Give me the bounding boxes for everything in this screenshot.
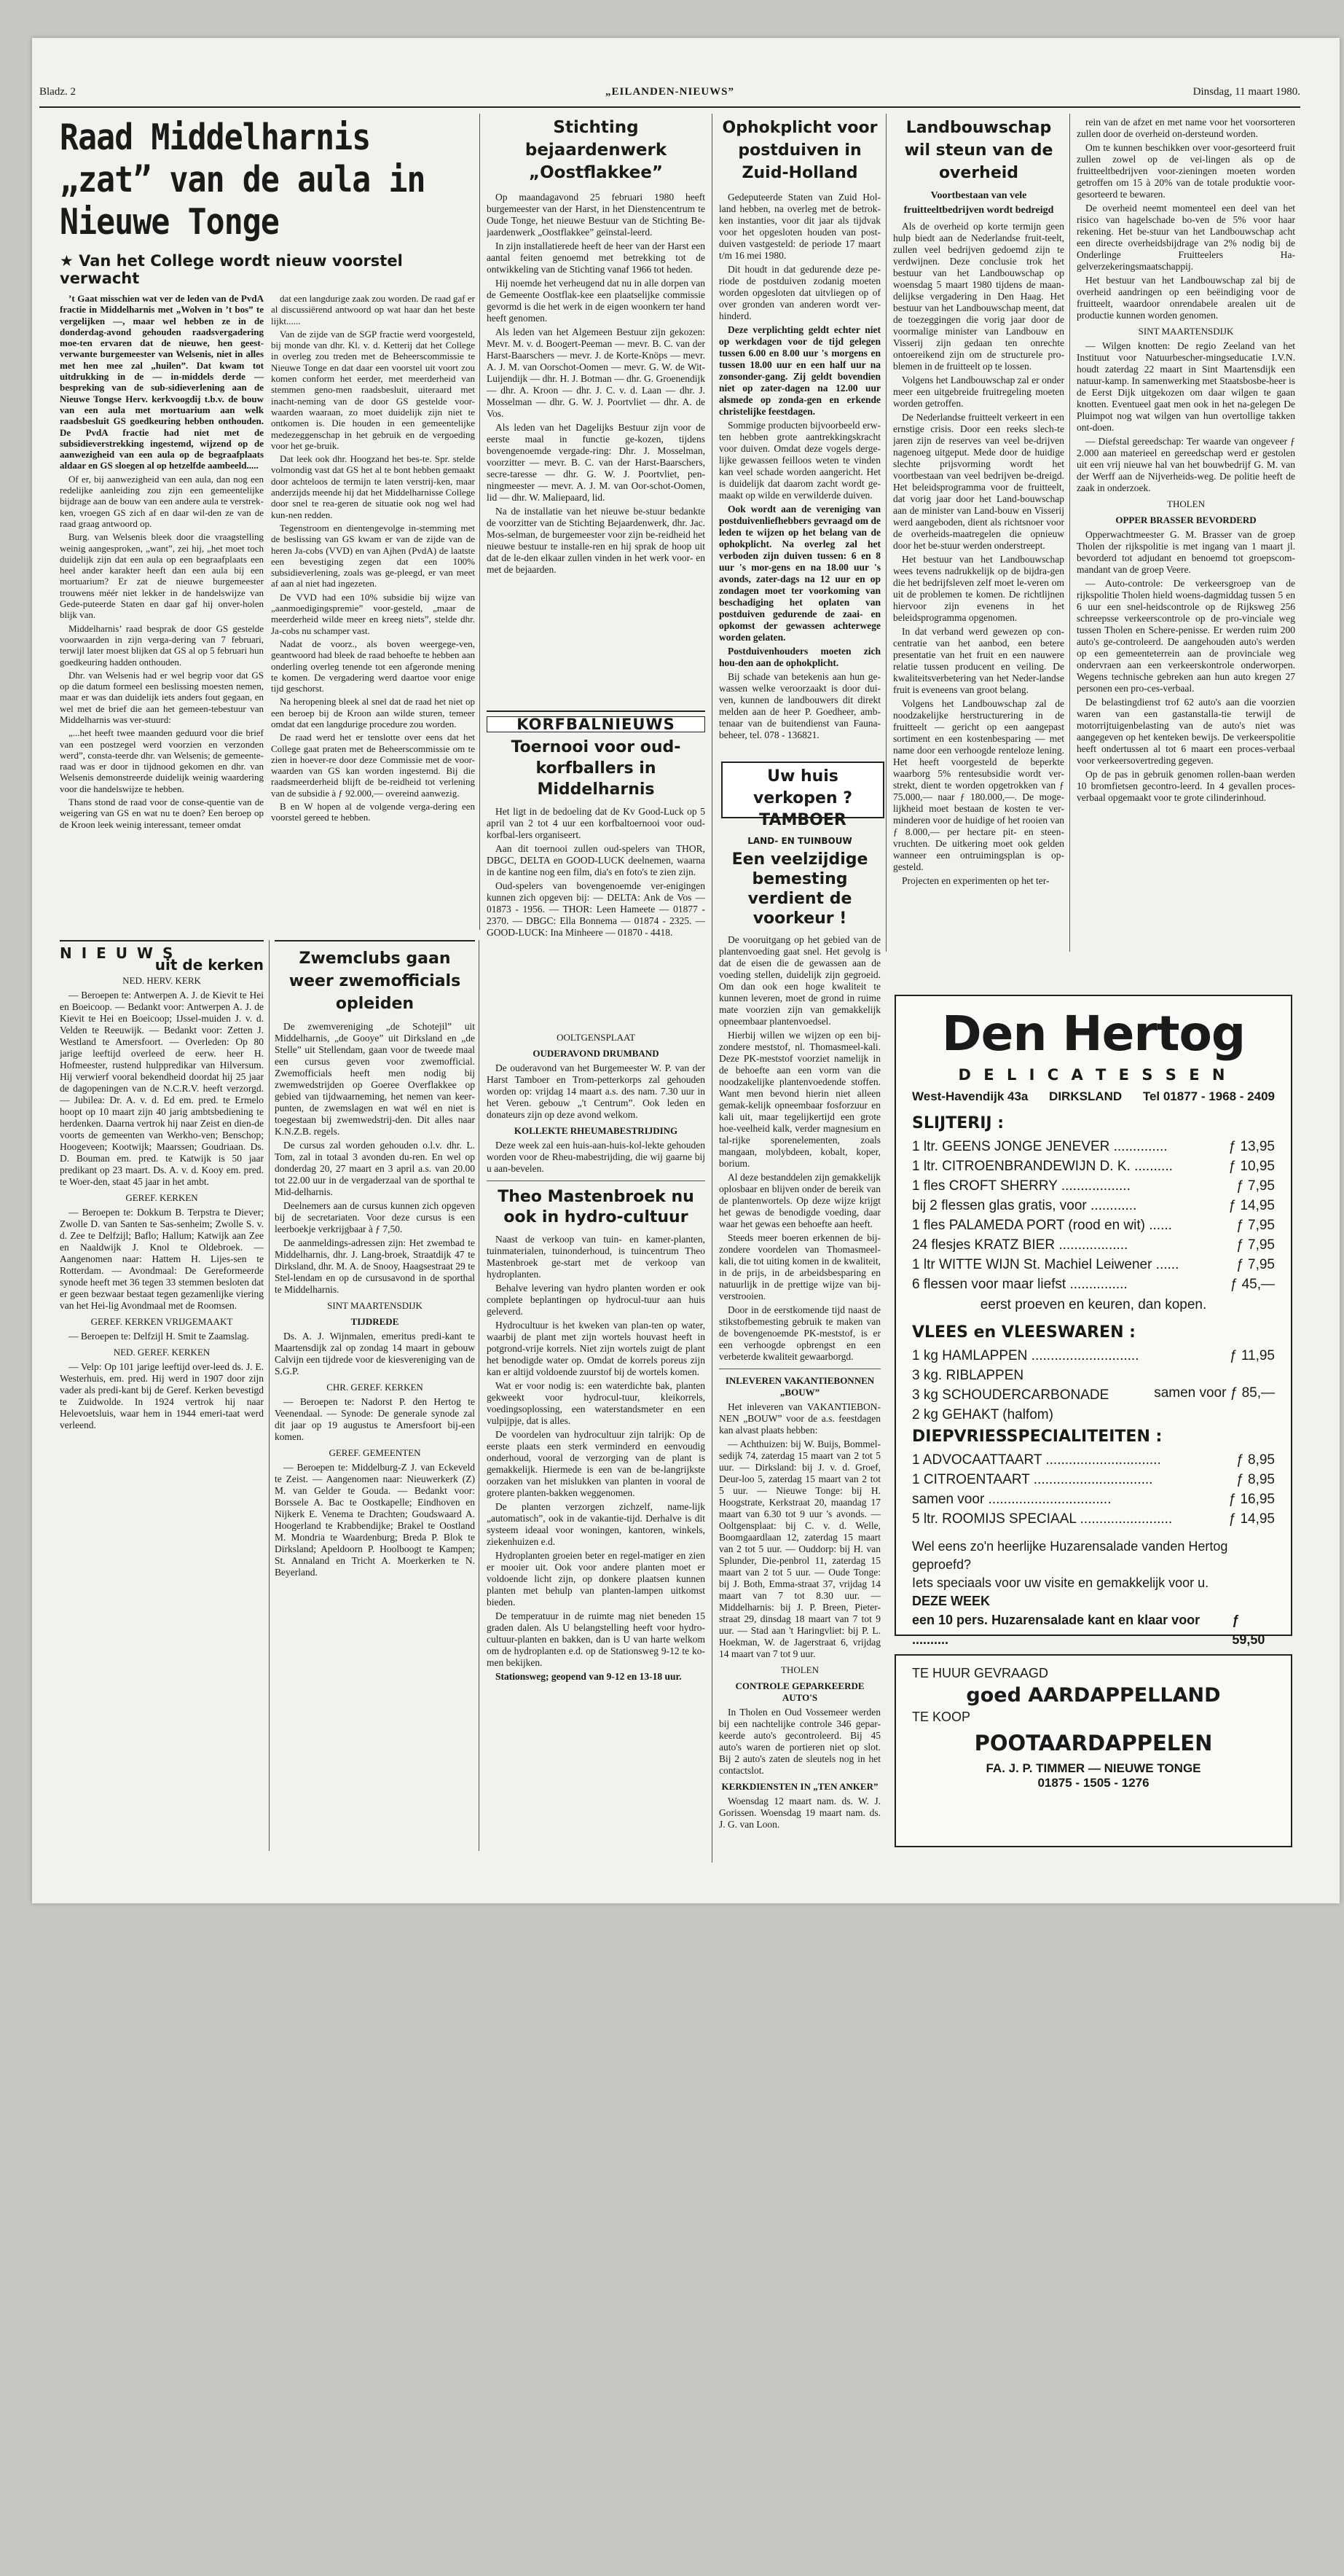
paragraph: In dat verband werd gewezen op con-centratie van het aanbod, een betere presentatie van het fruit en een nauwere relatie tussen producent en veiling. De kwaliteitsverbetering van het Neder-landse fruit is eveneens van groot belang.	[893, 626, 1064, 695]
section-heading: INLEVEREN VAKANTIEBONNEN „BOUW”	[725, 1375, 875, 1398]
paragraph: Op de pas in gebruik genomen rollen-baan werden 10 bromfietsen gecontro-leerd. In 4 gevallen proces-verbaal opgemaakt voor te grote cilinderinhoud.	[1077, 769, 1295, 803]
ad-section-vlees: VLEES en VLEESWAREN :	[912, 1323, 1136, 1342]
zwem-article	[275, 940, 475, 1855]
korfbal-headline: Toernooi voor oud-korfballers in Middelharnis	[511, 738, 681, 799]
zwem-headline: Zwemclubs gaan weer zwemofficials opleiden	[288, 950, 461, 1013]
section-heading: TIJDREDE	[350, 1316, 399, 1327]
paragraph: — Achthuizen: bij W. Buijs, Bommel-sedijk 74, zaterdag 15 maart van 2 tot 5 uur. — Dirksland: bij J. v. d. Groef, Deur-loo 5, zaterdag 15 maart van 2 tot 5 uur. — Nieuwe Tonge: bij H. Hoogstrate, Kerkstraat 20, maandag 17 maart van 6.30 tot 9 uur 's avonds. — Ooltgensplaat: bij C. v. d. Welle, Boomgaardlaan 12, zaterdag 15 maart van 2 tot 5 uur. — Ouddorp: bij H. van Splunder, Die-penbrol 11, zaterdag 15 maart van 2 tot 5 uur. — Oude Tonge: bij J. Both, Emma-straat 37, vrijdag 14 maart van 7 tot 8.30 uur. — Middelharnis: bij J. P. Breen, Pieter-straat 29, dinsdag 18 maart van 7 tot 9 uur. — Stad aan 't Haringvliet: bij P. L. Hoekman, W. de Jagerstraat 6, vrijdag 14 maart van 7 tot 9 uur.	[719, 1438, 881, 1659]
column-rule	[1069, 114, 1070, 952]
paragraph: Ds. A. J. Wijnmalen, emeritus predi-kant te Maartensdijk zal op zondag 14 maart in gebouw Calvijn een tijdrede voor de kiesvereniging van de S.G.P.	[275, 1331, 475, 1377]
item-price: ƒ 45,—	[1230, 1277, 1275, 1292]
price-row	[912, 1450, 1275, 1470]
ad-text: FA. J. P. TIMMER — NIEUWE TONGE	[986, 1761, 1201, 1775]
paragraph: De Nederlandse fruitteelt verkeert in een ernstige crisis. Door een reeks slech-te jaren zijn de reserves van veel be-drijven nagenoeg uitgeput. Mede door de huidige slechte prijsvorming wordt het voortbestaan van veel bedrijven be-dreigd. Het beleidsprogramma voor de fruitteelt, dat vorig jaar door het Land-bouwschap aan de minister van Land-bouw en Visserij werd aangeboden, dient als richtsnoer voor de overheids-maatregelen die opnieuw door het be-stuur werden onderstreept.	[893, 412, 1064, 551]
paragraph: — Beroepen te: Nadorst P. den Hertog te Veenendaal. — Synode: De generale synode zal dit jaar op 19 augustus te Amersfoort bij-een komen.	[275, 1396, 475, 1442]
paragraph: In zijn installatierede heeft de heer van der Harst een aantal feiten genoemd met betrekking tot de ontwikkeling van de Stichting vanaf 1966 tot heden.	[487, 240, 705, 275]
stichting-headline: Stichting bejaardenwerk „Oostflakkee”	[524, 118, 667, 182]
paragraph: — Wilgen knotten: De regio Zeeland van het Instituut voor Natuurbescher-mingseducatie I.V.N. houdt zaterdag 22 maart in Sint Maartensdijk een natuur-kamp. In samenwerking met Staatsbosbe-heer is de Eerst Dijk uitgekozen om daar wilgen te gaan knotten. Eventueel gaat men ook in het na-gelegen De Pluimpot nog wat wilgen van hun overtollige takken ont-doen.	[1077, 340, 1295, 433]
timmer-ad	[895, 1654, 1292, 1847]
paragraph: Deze week zal een huis-aan-huis-kol-lekte gehouden worden voor de Rheu-mabestrijding, die wij gaarne bij u aan-bevelen.	[487, 1140, 705, 1174]
price-row	[912, 1255, 1275, 1275]
item-price: ƒ 16,95	[1228, 1492, 1275, 1507]
item-name: 5 ltr. ROOMIJS SPECIAAL ........................	[912, 1511, 1173, 1527]
paragraph: Door in de eerstkomende tijd naast de stikstofbemesting gebruik te maken van de bovengenoemde PK-meststof, is er een verhoogde opbrengst en een verbeterde kwaliteit gewaarborgd.	[719, 1304, 881, 1362]
paragraph: Woensdag 12 maart nam. ds. W. J. Gorissen. Woensdag 19 maart nam. ds. J. G. van Loon.	[719, 1796, 881, 1830]
item-name: 1 fles PALAMEDA PORT (rood en wit) ......	[912, 1218, 1172, 1233]
issue-date: Dinsdag, 11 maart 1980.	[1192, 86, 1300, 98]
paragraph: rein van de afzet en met name voor het voorsorteren zullen door de overheid on-dersteund worden.	[1077, 117, 1295, 139]
price-row	[912, 1470, 1275, 1489]
paragraph: De aanmeldings-adressen zijn: Het zwembad te Middelharnis, dhr. J. Lang-broek, Straatdijk 47 te Dirksland, dhr. M. A. de Snooy, Haagsestraat 29 te Stel-lendam en op de cursusavond in de sporthal te Middelharnis.	[275, 1237, 475, 1295]
lead-paragraph: Of er, bij aanwezigheid van een aula, dan nog een redelijke aanleiding zou zijn een gemeentelijke bijdrage aan de bouw van een andere aula te verstrek-ken, vroegen GS zich af en daar wil-den ze van de raad graag antwoord op.	[60, 473, 264, 529]
item-name: 6 flessen voor maar liefst ...............	[912, 1277, 1128, 1292]
combo-item: 3 kg SCHOUDERCARBONADE	[912, 1387, 1109, 1403]
paragraph: — Velp: Op 101 jarige leeftijd over-leed ds. J. E. Westerhuis, em. pred. Hij werd in 1907 door zijn vader als predi-kant bij de Geref. Kerken bevestigd te Zuidwolde. In 1924 vertrok hij naar Helevoetsluis, waar hem in 1944 emeri-taat werd verleend.	[60, 1361, 264, 1430]
lead-paragraph: Tegenstroom en dientengevolge in-stemming met de beslissing van GS kwam er van de zijde van de heren Ja-cobs (VVD) en van Ajhen (PvdA) de laatste een bevestiging zegen dat een 100% subsidieverlening, zoals was ge-pleegd, er van meet af aan al niet had ingezeten.	[271, 522, 475, 590]
section-heading: CHR. GEREF. KERKEN	[326, 1382, 423, 1393]
paragraph: Projecten en experimenten op het ter-	[902, 875, 1050, 886]
paragraph: Hydroplanten groeien beter en regel-matiger en zien er mooier uit. Ook voor andere planten moet er voldoende licht zijn, op donkere plaatsen kunnen planten met behulp van planten-lampen uitkomst bieden.	[487, 1550, 705, 1608]
slijterij-list	[912, 1137, 1275, 1294]
item-price: ƒ 8,95	[1236, 1472, 1275, 1487]
ad-deal	[912, 1610, 1275, 1650]
lead-paragraph: De VVD had een 10% subsidie bij wijze van „aanmoedigingspremie” voor-gesteld, „maar de meerderheid wilde meer en kreeg niets”, stelde dhr. Ja-cobs nu schamper vast.	[271, 591, 475, 636]
ad-question: Wel eens zo'n heerlijke Huzarensalade vanden Hertog geproefd?	[912, 1539, 1228, 1572]
item-name: 1 kg HAMLAPPEN ............................	[912, 1348, 1139, 1363]
lead-paragraph: Dhr. van Welsenis had er wel begrip voor dat GS op die datum formeel een beslissing moesten nemen, maar er was dan duidelijk iets anders fout gegaan, en wel met de brief die aan het gemeen-tebestuur van Middelharnis was ver-stuurd:	[60, 669, 264, 725]
header-rule	[39, 106, 1300, 108]
section-heading: NED. GEREF. KERKEN	[113, 1347, 211, 1358]
section-heading: OUDERAVOND DRUMBAND	[533, 1048, 659, 1059]
ad-address: West-Havendijk 43a	[912, 1089, 1029, 1103]
tuinbouw-kicker: LAND- EN TUINBOUW	[747, 836, 852, 846]
paragraph: Naast de verkoop van tuin- en kamer-planten, tuinmaterialen, tuinonderhoud, is tuincentrum Theo Mastenbroek ge-start met de verkoop van hydroplanten.	[487, 1234, 705, 1280]
paragraph: Na de installatie van het nieuwe be-stuur bedankte de voorzitter van de Stichting Bejaardenwerk, dhr. Jac. Mos-selman, de burgemeester voor zijn be-reidheid het nieuwe bestuur te installe-ren en hij sprak de hoop uit dat de le-den elkaar zullen vinden in het werk voor- en met de bejaarden.	[487, 506, 705, 575]
price-row	[912, 1346, 1275, 1366]
paragraph: De voordelen van hydrocultuur zijn talrijk: Op de eerste plaats een sterk verminderd en eenvoudig onderhoud, vooral de verzorging van de plant is gemakkelijk. Hiermede is een van de be-langrijkste oorzaken van het mislukken van planten in vooral de grotere planten-bakken weggenomen.	[487, 1429, 705, 1498]
hydro-headline: Theo Mastenbroek nu ook in hydro-cultuur	[498, 1188, 694, 1226]
paragraph: Als leden van het Algemeen Bestuur zijn gekozen: Mevr. M. v. d. Boogert-Peeman — mevr. B. C. van der Harst-Baarschers — mevr. J. de Korte-Knöps — mevr. A. J. M. van Oorschot-Oomen — mevr. G. W. de Wit-Luijendijk — dhr. H. J. Botman — dhr. G. Groenendijk — dhr. A. Kroon — dhr. J. C. v. d. Laan — dhr. J. Mosselman — dhr. G. W. J. Poortvliet — dhr. A. de Vos.	[487, 326, 705, 419]
ad-section-slijterij: SLIJTERIJ :	[912, 1114, 1005, 1132]
ad-text: DEZE WEEK	[912, 1594, 991, 1608]
paragraph: De temperatuur in de ruimte mag niet beneden 15 graden dalen. Als U belangstelling heeft voor hydro-cultuur-planten en bakken, dan is U van harte welkom om de hydroplanten e.d. op de Stationsweg 9-12 te ko-men bekijken.	[487, 1610, 705, 1668]
ad-deal-text: een 10 pers. Huzarensalade kant en klaar voor ..........	[912, 1613, 1200, 1647]
den-hertog-ad	[895, 995, 1292, 1647]
ad-section-diepvries: DIEPVRIESSPECIALITEITEN :	[912, 1428, 1163, 1446]
item-price: ƒ 7,95	[1236, 1178, 1275, 1194]
price-row	[912, 1509, 1275, 1529]
lead-deck: ★ Van het College wordt nieuw voorstel verwacht	[60, 252, 403, 287]
lead-paragraph: „...het heeft twee maanden geduurd voor die brief van een postzegel werd voorzien en verzonden werd”, consta-teerde dhr. van Welsenis; de gemeente-raad was er door in tijdnood gekomen en dhr. van Welsenis demonstreerde duidelijk weinig waardering voor die handelswijze te hebben.	[60, 727, 264, 794]
price-row	[912, 1235, 1275, 1255]
section-heading: OPPER BRASSER BEVORDERD	[1115, 514, 1257, 525]
column-rule	[479, 114, 480, 930]
item-price: ƒ 14,95	[1228, 1511, 1275, 1527]
ad-text: Iets speciaals voor uw visite en gemakkelijk voor u.	[912, 1575, 1209, 1590]
ad-phone: Tel 01877 - 1968 - 2409	[1142, 1089, 1275, 1103]
item-name: 1 ADVOCAATTAART ..............................	[912, 1452, 1161, 1468]
vlees-list	[912, 1346, 1275, 1366]
item-price: ƒ 10,95	[1228, 1159, 1275, 1174]
lead-paragraph: Burg. van Welsenis bleek door die vraagstelling weinig aangesproken, „want”, zei hij, „het moet toch duidelijk zijn dat een aula op een begraafplaats een heel ander karakter heeft dan een aula bij een mortuarium? Er zat de nieuwe burgemeester trouwens méér niet lekker in de handelswijze van Gede-puteerde Staten en daar gaf hij onver-holen blijk van.	[60, 531, 264, 621]
item-name: 1 ltr WITTE WIJN St. Machiel Leiwener ......	[912, 1257, 1179, 1272]
item-price: ƒ 7,95	[1236, 1218, 1275, 1233]
price-row	[912, 1137, 1275, 1156]
page-number: Bladz. 2	[39, 86, 76, 98]
ad-brand: Den Hertog	[941, 1006, 1246, 1062]
paragraph: Op maandagavond 25 februari 1980 heeft burgemeester van der Harst, in het Dienstencentrum te Oude Tonge, het nieuwe Bestuur van de Stichting Be-jaardenwerk „Oostflakkee” geïnstal-leerd.	[487, 192, 705, 238]
price-row	[912, 1196, 1275, 1215]
section-heading: CONTROLE GEPARKEERDE AUTO'S	[735, 1680, 865, 1703]
kerken-article	[60, 940, 264, 1855]
lead-paragraph: Na heropening bleek al snel dat de raad het niet op een beroep bij de Kroon aan wilde sturen, temeer omdat dat een langdurige procedure zou worden.	[271, 696, 475, 729]
item-price: ƒ 13,95	[1228, 1139, 1275, 1154]
ad-subtitle: D E L I C A T E S S E N	[958, 1066, 1229, 1084]
price-row	[912, 1489, 1275, 1509]
paragraph: Wat er voor nodig is: een waterdichte bak, planten gekweekt voor hydrocul-tuur, kleikorrels, voedingsoplossing, een waterstandsmeter en een vulpijpje, dat is alles.	[487, 1380, 705, 1426]
paragraph: Hydrocultuur is het kweken van plan-ten op water, waarbij de plant met zijn wortels houvast heeft in potgrond-vrije korrels. Niet zijn wortels zuigt de plant het benodigde water op. Omdat de korrels poreus zijn kan er altijd voldoende zuurstof bij de wortels komen.	[487, 1320, 705, 1377]
paragraph: De belastingdienst trof 62 auto's aan die voorzien waren van een gastanstalla-tie terwijl de motorrijtuigenbelasting van de auto's niet was aangegeven op het kenteken bewijs. De verkeerspolitie heeft ondertussen al tot 6 maart een proces-verbaal voor verkeersovertreding gegeven.	[1077, 697, 1295, 766]
paragraph: Als de overheid op korte termijn geen hulp biedt aan de Nederlandse fruit-teelt, zullen veel bedrijven gedoemd zijn te verdwijnen. Deze conclusie trok het bestuur van het Landbouwschap op woensdag 5 maart 1980 tijdens de maan-delijkse vergadering in Den Haag. Het bestuur van het Landbouwschap meent, dat de toezeggingen die vorig jaar door de voormalige minister van Landbouw en Visserij zijn gedaan ten onrechte ontoereikend zijn om de structurele pro-blemen in de fruitteelt op te lossen.	[893, 221, 1064, 372]
price-row	[912, 1215, 1275, 1235]
paragraph: Oud-spelers van bovengenoemde ver-enigingen kunnen zich opgeven bij: — DELTA: Ank de Vos — 01873 - 1956. — THOR: Leen Hameete — 01877 - 2370. — DBGC: Ella Bonnema — 01874 - 2325. — GOOD-LUCK: Ina Minheere — 01870 - 4418.	[487, 880, 705, 938]
paragraph: De planten verzorgen zichzelf, name-lijk „automatisch”, ook in de vakantie-tijd. Derhalve is dit systeem ideaal voor woningen, kantoren, winkels, ziekenhuizen e.d.	[487, 1501, 705, 1547]
masthead: „EILANDEN-NIEUWS”	[605, 86, 735, 98]
hydro-column	[487, 1027, 705, 1847]
paragraph: — Auto-controle: De verkeersgroep van de rijkspolitie Tholen hield woens-dagmiddag tussen 5 en 6 uur een snel-heidscontrole op de Rijksweg 256 schreepsse verkeerscontrole op de pro-vinciale weg tussen Tholen en Schere-penisse. Er werden ruim 200 auto's ge-controleerd. De aangehouden auto's werden op een gemeenteterrein aan de provinciale weg ondervraen aan een verkeerskontrole onderworpen. Wegens technische gebreken aan hun auto kregen 27 personen een pro-ces-verbaal.	[1077, 578, 1295, 694]
section-heading: THOLEN	[781, 1664, 819, 1675]
tuinbouw-article	[719, 831, 881, 2576]
item-name: 1 CITROENTAART ...............................	[912, 1472, 1153, 1487]
paragraph: De zwemvereniging „de Schotejil” uit Middelharnis, „de Gooye” uit Dirksland en „de Stelle” uit Stellendam, gaan voor de tweede maal een cursus geven voor zwemofficial. Zwemofficials heeft men nodig bij zwemwedstrijden op Goeree Overflakkee op gebied van tijdwaarneming, het nemen van keer-punten, de zwemslagen en wat wél en niet is toegestaan bij zwemwedstrij-den. Dit alles naar K.N.Z.B. regels.	[275, 1021, 475, 1137]
price-row	[912, 1275, 1275, 1294]
item-price: ƒ 7,95	[1236, 1257, 1275, 1272]
korfbal-banner: KORFBALNIEUWS	[487, 716, 705, 732]
section-heading: OOLTGENSPLAAT	[557, 1032, 635, 1043]
lead-headline: Raad Middelharnis „zat” van de aula in Nieuwe Tonge	[60, 117, 425, 243]
diepvries-list	[912, 1450, 1275, 1529]
lead-paragraph: De raad werd het er tenslotte over eens dat het College gaat praten met de Beheerscommissie om te zien in hoever-re door deze Commissie met de voor-waarden van GS kan worden ingestemd. Bij die raadsmeerderheid blijft de be-reidheid tot verlening van de subsidie à ƒ 92.000,— overeind aanwezig.	[271, 732, 475, 799]
paragraph: De ouderavond van het Burgemeester W. P. van der Harst Tamboer en Trom-petterkorps zal gehouden worden op: vrijdag 14 maart a.s. des nam. 7.30 uur in het Veren. gebouw „'t Centrum”. Ook leden en donateurs zijn op deze avond welkom.	[487, 1062, 705, 1120]
paragraph: Het bestuur van het Landbouwschap zal bij de overheid aandringen op een beëindiging voor de fruitteelt, waardoor onrendabele arealen uit de productie kunnen worden genomen.	[1077, 275, 1295, 321]
lead-paragraph: Middelharnis’ raad besprak de door GS gestelde voorwaarden in zijn verga-dering van 7 februari, terwijl later moest blijken dat GS al op 5 februari hun goedkeuring hadden onthouden.	[60, 622, 264, 668]
paragraph: Bij schade van betekenis aan hun ge-wassen welke veroorzaakt is door dui-ven, kunnen de landbouwers dit direkt melden aan de heer P. Goedheer, amb-tenaar van de buitendienst van Fauna-beheer, tel. 078 - 136821.	[719, 671, 881, 740]
paragraph: Stationsweg; geopend van 9-12 en 13-18 uur.	[495, 1671, 682, 1682]
paragraph: Dit houdt in dat gedurende deze pe-riode de postduiven zodanig moeten worden opgesloten dat uitvliegen op of over gronden van anderen wordt ver-hinderd.	[719, 264, 881, 321]
paragraph: — Beroepen te: Middelburg-Z J. van Eckeveld te Zeist. — Aangenomen naar: Nieuwerkerk (Z) M. van Gelder te Gouda. — Bedankt voor: Borssele A. Bac te Oostkapelle; Eindhoven en Nijkerk E. Venema te Drachten; Goudswaard A. Hoogerland te Krabbendijke; Brakel te Oostland M. Mondria te Waardenburg; Breda P. Blok te Dirksland; Apeldoorn P. Hoolboogt te Kampen; St. Annaland en Tricht A. Moerkerken te N. Beyerland.	[275, 1462, 475, 1578]
paragraph: De vooruitgang op het gebied van de plantenvoeding gaat snel. Het gevolg is dat de eisen die de gewassen aan de voeding stellen, duidelijk zijn gegroeid. Om dan ook een hoge kwaliteit te kunnen leveren, moet de grond in ruime mate voorzien zijn van gemakkelijk opneembaar plantenvoedsel.	[719, 934, 881, 1027]
kerken-title: N I E U W S	[60, 944, 176, 962]
paragraph: Als leden van het Dagelijks Bestuur zijn voor de eerste maal in functie ge-kozen, tijdens bovengenoemde vergade-ring: Dhr. J. Mosselman, voorzitter — mevr. B. C. van der Harst-Baarschers, secre-taresse — dhr. G. W. J. Poortvliet, pen-ningmeester — mevr. A. J. M. van Oor-schot-Oomen, lid — dhr. W. Maliepaard, lid.	[487, 422, 705, 503]
kerken-title: uit de kerken	[154, 956, 264, 974]
paragraph: Sommige producten bijvoorbeeld erw-ten hebben grote aantrekkingskracht voor duiven. Omdat deze vogels derge-lijke gewassen feilloos weten te vinden kan veel schade worden aangericht. Het is duidelijk dat daarom zacht wordt ge-maakt op wilde en verwilderde duiven.	[719, 420, 881, 501]
ad-tagline: eerst proeven en keuren, dan kopen.	[980, 1297, 1207, 1312]
section-heading: GEREF. GEMEENTEN	[329, 1447, 421, 1458]
lead-paragraph: Van de zijde van de SGP fractie werd voorgesteld, bij monde van dhr. Kl. v. d. Ketterij dat het College in overleg zou treden met de Beheerscommissie te Nieuwe Tonge en dat daar een voorstel uit voort zou komen conform het eerder, met meerderheid van stemmen geno-men raadsbesluit, uiteraard met inacht-neming van de door GS gestelde voor-waarden waaraan, zo moet duidelijk zijn niet te ontkomen is. Die houden in een gemeentelijke medezeggenschap in het gebruik en de vergoeding voor het ge-bruik.	[271, 328, 475, 451]
landbouwschap-article	[893, 117, 1064, 962]
page-header	[39, 80, 1300, 106]
price-row	[912, 1176, 1275, 1196]
section-heading: KOLLEKTE RHEUMABESTRIJDING	[514, 1125, 678, 1136]
paragraph: Al deze bestanddelen zijn gemakkelijk oplosbaar en blijven onder de bereik van de plantenwortels. Op deze wijze krijgt het gewas de benodigde voeding, daar waar het gewas een behoefte aan heeft.	[719, 1172, 881, 1229]
lead-article	[60, 117, 475, 925]
lead-intro: ’t Gaat misschien wat ver de leden van de PvdA fractie in Middelharnis met „Wolven in ’t bos” te vergelijken —, maar wel hebben ze in de donderdag-avond gehouden raadsvergadering moe-ten ervaren dat de nieuwe, hen geest-verwante burgemeester van Welsenis, niet in alles met hen mee zal „huilen”. Dat kwam tot uitdrukking in de — in-middels derde — bespreking van de sub-sidieverlening aan de Nieuwe Tongse Herv. kerkvoogdij t.b.v. de bouw van een aula met mortuarium aan welk raadsbesluit GS goedkeuring hebben onthouden. De PvdA fractie had niet met de subsidieverstrekking ingestemd, wijzend op de aanwezigheid van een aula op de begraafplaats aldaar en GS sloegen al op hetzelfde aambeeld.....	[60, 293, 264, 471]
paragraph: Opperwachtmeester G. M. Brasser van de groep Tholen der rijkspolitie is met ingang van 1 maart jl. bevorderd tot adjudant en benoemd tot groepscom-mandant van de groep Veere.	[1077, 529, 1295, 575]
item-name: 1 fles CROFT SHERRY ..................	[912, 1178, 1131, 1194]
lead-paragraph: Nadat de voorz., als boven weergege-ven, geantwoord had bleek de raad behoefte te hebben aan onderling overleg tenende tot een afgeronde mening te komen. De vergadering werd daartoe voor enige tijd geschorst.	[271, 638, 475, 694]
section-heading: KERKDIENSTEN IN „TEN ANKER”	[721, 1781, 879, 1792]
paragraph: — Beroepen te: Antwerpen A. J. de Kievit te Hei en Boeicoop. — Bedankt voor: Antwerpen A. J. de Kievit te Hei en Boeicoop; IJssel-muiden J. v. d. Velden te Reeuwijk. — Bedankt voor: Zetten J. Westland te Amersfoort. — Overleden: Op 80 jarige leeftijd overleed de eerw. heer H. Hofmeester, rustend hulppredikar van Hilversum. Hij verwierf vooral bekendheid doordat hij 25 jaar de dagopeningen van de N.C.R.V. heeft verzorgd. — Jubilea: Dr. A. v. d. Ed em. pred. te Ermelo hoopt op 10 maart zijn 40 jarig ambtsbediening te herdenken. Daarna vertrok hij naar Zeist en dien-de voorts de gemeenten van Werkho-ven; Benschop; Hoogeveen; Kootwijk; Maarssen; Goudriaan. Ds. D. Bouman em. pred. te Katwijk is 50 jaar predikant op 23 maart. Ds. A. v. d. Kooy em. pred. te Woer-den, staat 45 jaar in het ambt.	[60, 990, 264, 1187]
paragraph: De cursus zal worden gehouden o.l.v. dhr. L. Tom, zal in totaal 3 avonden du-ren. En wel op donderdag 20, 27 maart en 3 april a.s. van 20.00 tot 22.00 uur in de vergaderzaal van de sporthal te Mid-delharnis.	[275, 1140, 475, 1197]
landbouwschap-subhead: Voortbestaan van vele fruitteeltbedrijven wordt bedreigd	[903, 190, 1054, 216]
paragraph: Behalve levering van hydro planten worden er ook complete beplantingen op hydrocul-tuur aan huis geleverd.	[487, 1283, 705, 1317]
paragraph: Volgens het Landbouwschap zal de noodzakelijke herstructurering in de fruitteelt — gericht op een aangepast sortiment en een kostenbesparing — met name door een verhoogde renteloze lening. Het heeft voorgesteld de beperkte waarborg 5% rentesubsidie wordt ver-strekt, dient te worden opgetrokken van ƒ 75.000,— naar ƒ 180.000,—. De moge-lijkheid moet bestaan de kosten te ver-minderen voor de huidige of het rooien van ƒ 8.000,— per hectare pit- en steen-vruchten. De uitkering moet ook gelden wanneer een ontruimingsplan is op-gesteld.	[893, 698, 1064, 872]
landbouwschap-headline: Landbouwschap wil steun van de overheid	[904, 119, 1053, 182]
column-rule	[269, 940, 270, 1851]
paragraph: — Diefstal gereedschap: Ter waarde van ongeveer ƒ 2.000 aan materieel en gereedschap werd er gestolen uit een vrij nieuwe hal van het bouwbedrijf G. M. van der Werff aan de Nijverheids-weg. De politie heeft de zaak in onderzoek.	[1077, 436, 1295, 493]
ad-text: TE KOOP	[912, 1710, 971, 1724]
column-five	[1077, 117, 1295, 940]
paragraph: Hierbij willen we wijzen op een bij-zondere meststof, nl. Thomasmeel-kali. Deze PK-meststof voorziet namelijk in de behoefte aan een vorm van die noodzakelijke plantenvoedende stoffen. Want men bevond hierin niet alleen gemak-kelijk opneembaar fosforzuur en kali uit, maar tegelijkertijd een grote hoe-veelheid kalk, verder magnesium en tal-rijke sporenelementen, zoals mangaan, molybdeen, kobalt, koper, borium.	[719, 1030, 881, 1169]
ad-text: POOTAARDAPPELEN	[974, 1731, 1213, 1755]
section-heading: NED. HERV. KERK	[122, 975, 201, 986]
paragraph: Gedeputeerde Staten van Zuid Hol-land hebben, na overleg met de betrok-ken instanties, voor dit jaar als tijdvak voor het opgesloten houden van post-duiven vastgesteld: de periode 17 maart t/m 16 mei 1980.	[719, 192, 881, 261]
item-name: 24 flesjes KRATZ BIER ..................	[912, 1237, 1128, 1253]
tuinbouw-headline: Een veelzijdige bemesting verdient de voorkeur !	[731, 850, 868, 928]
paragraph: De overheid neemt momenteel een deel van het risico van hagelschade bo-ven de 5% voor haar rekening. Het be-stuur van het Landbouwschap acht een directe overheidsbijdrage van 2% nodig bij de Onderlinge Fruitteelers Ha-gelverzekeringsmaatschappij.	[1077, 203, 1295, 272]
price-row	[912, 1156, 1275, 1176]
combo-item: 3 kg. RIBLAPPEN	[912, 1368, 1024, 1383]
item-price: ƒ 11,95	[1230, 1348, 1275, 1363]
paragraph: Het inleveren van VAKANTIEBON-NEN „BOUW” voor de a.s. feestdagen kan alvast plaats hebben:	[719, 1401, 881, 1436]
stichting-article	[487, 117, 705, 707]
paragraph: In Tholen en Oud Vossemeer werden bij een nachtelijke controle 346 gepar-keerde auto's gecontroleerd. Bij 45 auto's waren de portieren niet op slot. Bij 2 auto's zaten de sleutels nog in het contactslot.	[719, 1707, 881, 1776]
item-name: samen voor ................................	[912, 1492, 1112, 1507]
column-rule	[886, 114, 887, 952]
lead-paragraph: B en W hopen al de volgende verga-dering een voorstel gereed te hebben.	[271, 801, 475, 823]
paragraph: Deze verplichting geldt echter niet op werkdagen voor de tijd gelegen tussen 6.00 en 8.00 uur 's morgens en tussen 18.00 uur en een half uur na zonsonder-gang. Zij geldt bovendien niet op zater-dagen na 12.00 uur alsmede op zonda-gen en erkende christelijke feestdagen.	[719, 324, 881, 417]
paragraph: Het bestuur van het Landbouwschap wees tevens nadrukkelijk op de bijdra-gen die het bedrijfsleven zelf moet le-veren om uit de problemen te komen. De richtlijnen hiervoor zijn evenens in het beleidsprogramma opgenomen.	[893, 554, 1064, 623]
paragraph: Om te kunnen beschikken over voor-gesorteerd fruit zullen zowel op de vei-lingen als op de fruitteeltbedrijven voor-zieningen moeten worden getroffen om 15 à 20% van de totale produktie voor-gesorteerd te bewaren.	[1077, 142, 1295, 200]
section-heading: GEREF. KERKEN	[125, 1192, 198, 1203]
ophokplicht-article	[719, 117, 881, 765]
section-heading: SINT MAARTENSDIJK	[1138, 326, 1234, 337]
lead-paragraph: dat een langdurige zaak zou worden. De raad gaf er al discussiërend antwoord op wat haar dan het beste lijkt......	[271, 293, 475, 326]
ad-text: TE HUUR GEVRAAGD	[912, 1666, 1049, 1680]
item-price: ƒ 14,95	[1228, 1198, 1275, 1213]
paragraph: Deelnemers aan de cursus kunnen zich opgeven bij de secretariaten. Voor deze cursus is een leerboekje verkrijgbaar à ƒ 7,50.	[275, 1200, 475, 1234]
paragraph: — Beroepen te: Delfzijl H. Smit te Zaamslag.	[68, 1331, 249, 1342]
paragraph: Postduivenhouders moeten zich hou-den aan de ophokplicht.	[719, 646, 881, 668]
ad-text: goed AARDAPPELLAND	[966, 1684, 1221, 1707]
section-heading: SINT MAARTENSDIJK	[327, 1300, 423, 1311]
item-name: bij 2 flessen glas gratis, voor ............	[912, 1198, 1137, 1213]
item-name: 1 ltr. CITROENBRANDEWIJN D. K. ..........	[912, 1159, 1173, 1174]
ad-deal-price: ƒ 59,50	[1232, 1613, 1265, 1647]
lead-paragraph: Dat leek ook dhr. Hoogzand het bes-te. Spr. stelde volmondig vast dat GS het al te bont hebben gemaakt door achteloos de termijn te laten verstrij-ken, maar anderzijds meende hij dat het Middelharnisse College door snel te rea-geren de situatie ook nog wel had kun-nen redden.	[271, 453, 475, 520]
combo-item: 2 kg GEHAKT (halfom)	[912, 1407, 1053, 1422]
paragraph: — Beroepen te: Dokkum B. Terpstra te Diever; Zwolle D. van Santen te Sas-senheim; Zwolle S. v. d. Zee te Delfzijl; Baflo; Hallum; Katwijk aan Zee en Naaldwijk J. Knol te Oldebroek. — Aangenomen naar: Hattem H. Lijes-sen te Rotterdam. — Avondmaal: De Gereformeerde synode heeft met 36 tegen 33 stemmen besloten dat er geen bezwaar bestaat tegen gezamenlijke viering van het Hei-lig Avondmaal met de Roomsen.	[60, 1207, 264, 1311]
paragraph: Het ligt in de bedoeling dat de Kv Good-Luck op 5 april van 2 tot 4 uur een korfbaltoernooi voor oud-korfbal-lers organiseert.	[487, 806, 705, 840]
item-price: ƒ 8,95	[1236, 1452, 1275, 1468]
ad-text: 01875 - 1505 - 1276	[1037, 1776, 1150, 1790]
paragraph: Volgens het Landbouwschap zal er onder meer een uitgebreide fruitregeling moeten worden getroffen.	[893, 375, 1064, 409]
tamboer-ad: Uw huis verkopen ? TAMBOER	[721, 762, 884, 818]
ad-town: DIRKSLAND	[1049, 1089, 1123, 1103]
paragraph: Hij noemde het verheugend dat nu in alle dorpen van de Gemeente Oostflak-kee een plaatselijke commissie gevormd is die het werk in de eigen woonkern ter hand heeft genomen.	[487, 278, 705, 324]
korfbal-article	[487, 710, 705, 1022]
item-name: 1 ltr. GEENS JONGE JENEVER ..............	[912, 1139, 1168, 1154]
ophokplicht-headline: Ophokplicht voor postduiven in Zuid-Holland	[722, 119, 878, 182]
lead-paragraph: Thans stond de raad voor de conse-quentie van de weigering van GS en wat nu te doen? Een beroep op de Kroon leek weinig interessant, temeer omdat	[60, 796, 264, 830]
paragraph: Ook wordt aan de vereniging van postduivenliefhebbers gevraagd om de leden te wijzen op het belang van de ophokplicht. Na overleg zal het verboden zijn duiven tussen: 6 en 8 uur 's mor-gens en na 18.00 uur 's avonds, zater-dags na 12 uur en op zondagen moet ter voorkoming van beschadiging het oplaten van postduiven gedurende de zaai- en opkomst der gewassen achterwege worden gelaten.	[719, 504, 881, 643]
paragraph: Aan dit toernooi zullen oud-spelers van THOR, DBGC, DELTA en GOOD-LUCK deelnemen, waarna in de kantine nog een film, dia's en foto's te zien zijn.	[487, 843, 705, 877]
item-price: ƒ 7,95	[1236, 1237, 1275, 1253]
section-heading: THOLEN	[1167, 498, 1205, 509]
vlees-price: samen voor ƒ 85,—	[1154, 1385, 1275, 1401]
paragraph: Steeds meer boeren erkennen de bij-zondere voordelen van Thomasmeel-kali, die tot uiting komen in de kwaliteit, in de prijs, in de arbeidsbesparing en natuurlijk in de prettige wijze van bij-verstrooien.	[719, 1232, 881, 1301]
section-heading: GEREF. KERKEN VRIJGEMAAKT	[90, 1316, 233, 1327]
